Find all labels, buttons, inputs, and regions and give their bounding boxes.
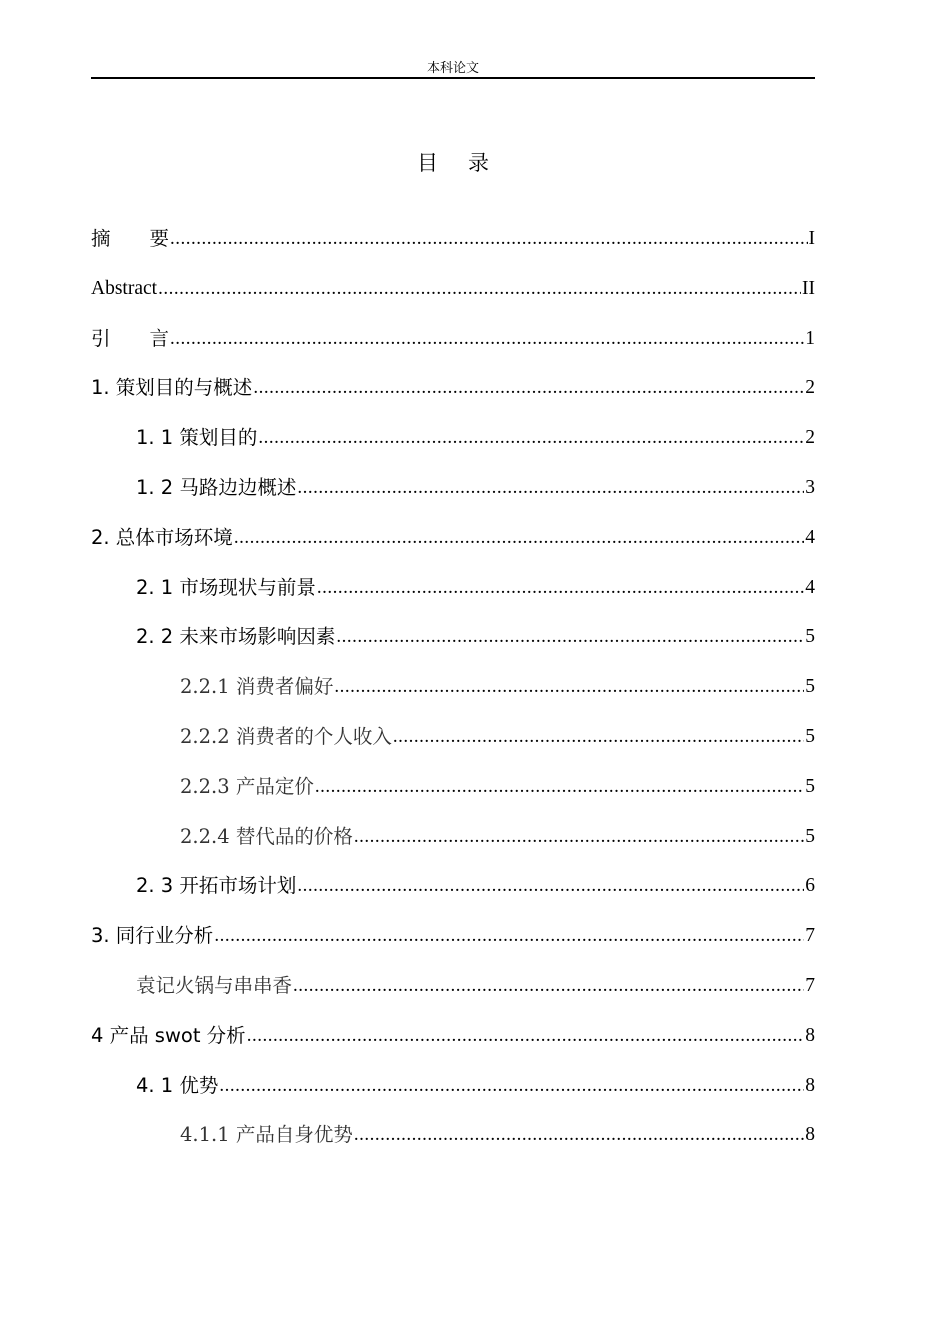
toc-entry-section-2-2-3[interactable] <box>91 772 815 822</box>
toc-entry-page: 5 <box>805 626 815 648</box>
toc-entry-section-4-1-1[interactable] <box>91 1120 815 1170</box>
toc-leader-dots <box>293 971 804 1001</box>
toc-entry-section-2-2-4[interactable] <box>91 822 815 872</box>
toc-entry-label: 4 产品 swot 分析 <box>91 1023 246 1047</box>
toc-leader-dots <box>258 423 804 453</box>
toc-entry-label: 2. 3 开拓市场计划 <box>136 874 297 898</box>
toc-entry-page: 5 <box>805 676 815 698</box>
toc-leader-dots <box>170 224 807 254</box>
toc-entry-chapter-1[interactable] <box>91 373 815 423</box>
toc-leader-dots <box>336 622 804 652</box>
toc-entry-label: 引 言 <box>91 326 170 350</box>
toc-entry-section-1-1[interactable] <box>91 423 815 473</box>
toc-entry-chapter-4[interactable] <box>91 1021 815 1071</box>
toc-entry-page: 3 <box>805 476 815 498</box>
toc-leader-dots <box>354 1120 804 1150</box>
toc-entry-section-4-1[interactable] <box>91 1071 815 1121</box>
toc-entry-label: 袁记火锅与串串香 <box>136 973 293 997</box>
table-of-contents <box>91 224 815 1170</box>
toc-entry-page: 8 <box>805 1074 815 1096</box>
toc-entry-page: 7 <box>805 974 815 996</box>
toc-entry-page: 5 <box>805 825 815 847</box>
toc-leader-dots <box>334 672 804 702</box>
toc-entry-label: 4. 1 优势 <box>136 1073 219 1097</box>
toc-title <box>91 148 815 178</box>
toc-entry-label: 1. 1 策划目的 <box>136 426 258 450</box>
toc-leader-dots <box>247 1021 805 1051</box>
toc-entry-label: 摘 要 <box>91 227 170 250</box>
toc-leader-dots <box>317 573 804 603</box>
toc-title-right: 录 <box>468 151 489 175</box>
toc-entry-introduction[interactable] <box>91 324 815 374</box>
toc-entry-page: 2 <box>805 427 815 449</box>
header-rule <box>91 77 815 79</box>
toc-entry-section-2-3[interactable] <box>91 871 815 921</box>
toc-entry-label: 1. 策划目的与概述 <box>91 376 253 400</box>
toc-entry-page: I <box>808 228 815 249</box>
toc-entry-page: 1 <box>805 327 815 349</box>
toc-entry-label: 2.2.2 消费者的个人收入 <box>180 724 392 748</box>
toc-entry-page: 5 <box>805 775 815 797</box>
toc-entry-section-2-2-2[interactable] <box>91 722 815 772</box>
toc-leader-dots <box>315 772 804 802</box>
toc-entry-label: 1. 2 马路边边概述 <box>136 475 297 499</box>
toc-entry-page: 8 <box>805 1024 815 1046</box>
toc-entry-section-2-1[interactable] <box>91 573 815 623</box>
toc-leader-dots <box>297 871 804 901</box>
toc-entry-label: 2.2.4 替代品的价格 <box>180 824 353 848</box>
toc-entry-page: 6 <box>805 875 815 897</box>
toc-leader-dots <box>354 822 804 852</box>
toc-entry-page: 8 <box>805 1124 815 1146</box>
toc-leader-dots <box>234 523 804 553</box>
toc-entry-chapter-2[interactable] <box>91 523 815 573</box>
toc-entry-label: 2. 总体市场环境 <box>91 525 233 549</box>
running-header: 本科论文 <box>426 61 479 76</box>
toc-leader-dots <box>253 373 804 403</box>
toc-entry-page: 4 <box>805 526 815 548</box>
toc-leader-dots <box>158 274 801 304</box>
toc-entry-page: 4 <box>805 576 815 598</box>
toc-entry-page: 7 <box>805 925 815 947</box>
toc-entry-section-2-2[interactable] <box>91 622 815 672</box>
toc-entry-label: 2.2.3 产品定价 <box>180 774 314 798</box>
toc-entry-page: 5 <box>805 725 815 747</box>
toc-entry-page: 2 <box>805 377 815 399</box>
toc-entry-label: 2. 2 未来市场影响因素 <box>136 625 336 649</box>
toc-entry-label: Abstract <box>91 277 158 299</box>
toc-leader-dots <box>393 722 804 752</box>
toc-entry-abstract-en[interactable] <box>91 274 815 324</box>
toc-entry-chapter-3[interactable] <box>91 921 815 971</box>
toc-entry-label: 4.1.1 产品自身优势 <box>180 1123 353 1147</box>
toc-entry-page: II <box>802 277 815 299</box>
toc-title-left: 目 <box>417 151 438 175</box>
toc-entry-label: 3. 同行业分析 <box>91 924 214 948</box>
toc-leader-dots <box>297 473 804 503</box>
toc-entry-label: 2.2.1 消费者偏好 <box>180 675 334 699</box>
toc-entry-label: 2. 1 市场现状与前景 <box>136 575 316 599</box>
toc-leader-dots <box>170 324 804 354</box>
toc-entry-abstract-cn[interactable] <box>91 224 815 274</box>
toc-entry-section-2-2-1[interactable] <box>91 672 815 722</box>
toc-entry-section-1-2[interactable] <box>91 473 815 523</box>
toc-leader-dots <box>219 1071 804 1101</box>
toc-leader-dots <box>214 921 804 951</box>
toc-entry-section-3-competitor[interactable] <box>91 971 815 1021</box>
